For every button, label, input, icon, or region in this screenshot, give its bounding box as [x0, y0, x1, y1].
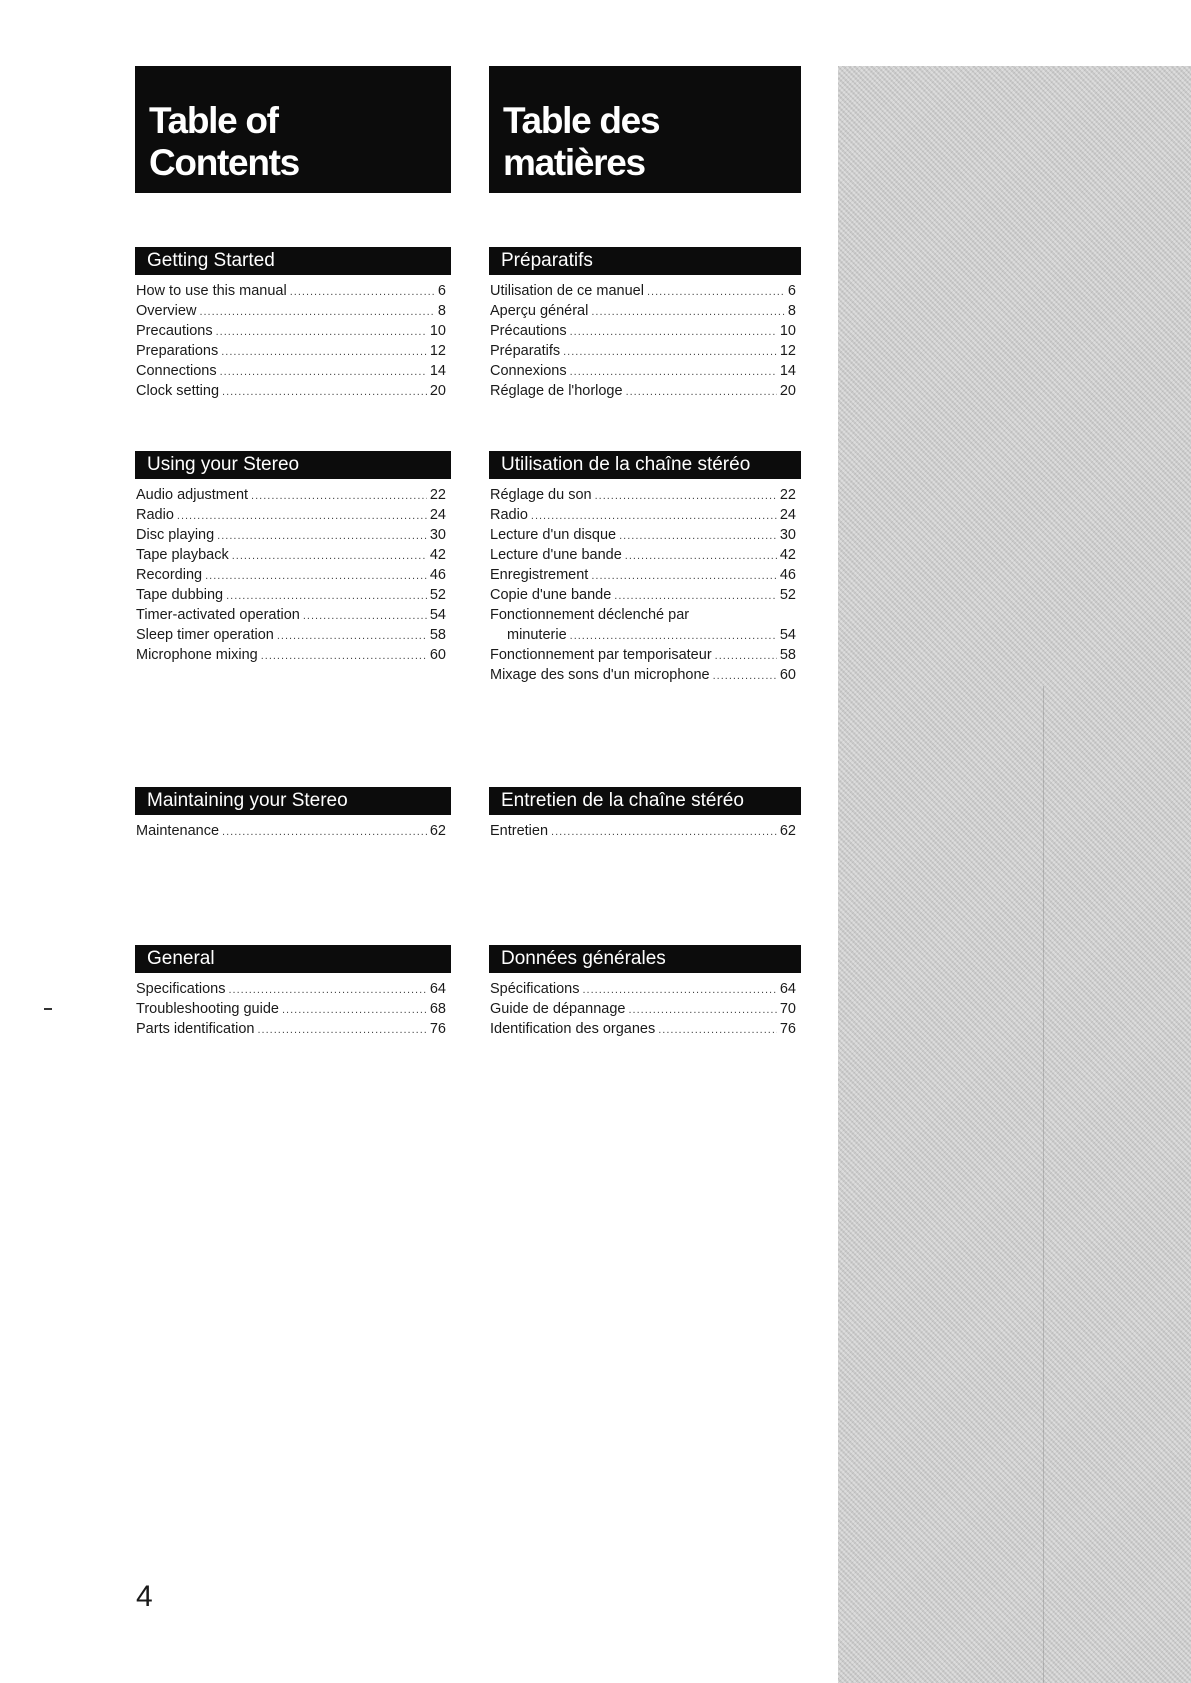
- toc-entry[interactable]: Troubleshooting guide ..... 68: [135, 999, 451, 1019]
- toc-entry[interactable]: Guide de dépannage ..... 70: [489, 999, 801, 1019]
- toc-entry[interactable]: Fonctionnement déclenché par: [490, 607, 690, 623]
- toc-entry[interactable]: Sleep timer operation ..... 58: [135, 625, 451, 645]
- margin-mark: [44, 1008, 52, 1010]
- toc-entry[interactable]: Maintenance ..... 62: [135, 821, 451, 841]
- toc-section-preparatifs: [489, 247, 801, 401]
- page-number: 4: [136, 1580, 153, 1613]
- toc-entry[interactable]: minuterie ..... 54: [489, 625, 801, 645]
- toc-section-donnees-generales: [489, 945, 801, 1039]
- section-heading: General: [135, 945, 451, 973]
- toc-entry[interactable]: Connections ..... 14: [135, 361, 451, 381]
- toc-entry[interactable]: Entretien ..... 62: [489, 821, 801, 841]
- section-heading: Données générales: [489, 945, 801, 973]
- title-box-french: [489, 66, 801, 193]
- toc-entry[interactable]: Spécifications ..... 64: [489, 979, 801, 999]
- toc-entry[interactable]: Préparatifs ..... 12: [489, 341, 801, 361]
- title-box-english: [135, 66, 451, 193]
- toc-entry[interactable]: Disc playing ..... 30: [135, 525, 451, 545]
- toc-entry[interactable]: Précautions ..... 10: [489, 321, 801, 341]
- toc-section-using-your-stereo: [135, 451, 451, 665]
- toc-entry[interactable]: Fonctionnement par temporisateur ..... 58: [489, 645, 801, 665]
- toc-section-utilisation: [489, 451, 801, 685]
- section-heading: Getting Started: [135, 247, 451, 275]
- toc-entry[interactable]: Specifications ..... 64: [135, 979, 451, 999]
- toc-entry[interactable]: Réglage de l'horloge ..... 20: [489, 381, 801, 401]
- toc-entry[interactable]: Recording ..... 46: [135, 565, 451, 585]
- toc-entry[interactable]: Parts identification ..... 76: [135, 1019, 451, 1039]
- section-heading: Utilisation de la chaîne stéréo: [489, 451, 801, 479]
- toc-entry[interactable]: Tape playback ..... 42: [135, 545, 451, 565]
- section-heading: Entretien de la chaîne stéréo: [489, 787, 801, 815]
- toc-entry[interactable]: Microphone mixing ..... 60: [135, 645, 451, 665]
- fold-line: [1043, 686, 1044, 1683]
- toc-entry[interactable]: Tape dubbing ..... 52: [135, 585, 451, 605]
- toc-entry[interactable]: Audio adjustment ..... 22: [135, 485, 451, 505]
- grey-margin-strip: [838, 66, 1191, 1683]
- toc-section-getting-started: [135, 247, 451, 401]
- toc-entry[interactable]: Identification des organes ..... 76: [489, 1019, 801, 1039]
- section-heading: Préparatifs: [489, 247, 801, 275]
- toc-entry[interactable]: Enregistrement ..... 46: [489, 565, 801, 585]
- toc-entry[interactable]: Connexions ..... 14: [489, 361, 801, 381]
- section-heading: Maintaining your Stereo: [135, 787, 451, 815]
- toc-section-general: [135, 945, 451, 1039]
- toc-section-maintaining: [135, 787, 451, 841]
- section-heading: Using your Stereo: [135, 451, 451, 479]
- toc-entry[interactable]: Lecture d'une bande ..... 42: [489, 545, 801, 565]
- toc-entry[interactable]: Radio ..... 24: [489, 505, 801, 525]
- toc-entry[interactable]: How to use this manual ..... 6: [135, 281, 451, 301]
- page-title-french: Table des matières: [503, 100, 660, 183]
- toc-entry[interactable]: Mixage des sons d'un microphone ..... 60: [489, 665, 801, 685]
- toc-section-entretien: [489, 787, 801, 841]
- toc-entry[interactable]: Preparations ..... 12: [135, 341, 451, 361]
- toc-entry[interactable]: Copie d'une bande ..... 52: [489, 585, 801, 605]
- page-title-english: Table of Contents: [149, 100, 299, 183]
- toc-entry[interactable]: Clock setting ..... 20: [135, 381, 451, 401]
- toc-entry[interactable]: Radio ..... 24: [135, 505, 451, 525]
- toc-entry[interactable]: Overview ..... 8: [135, 301, 451, 321]
- toc-entry[interactable]: Utilisation de ce manuel ..... 6: [489, 281, 801, 301]
- toc-entry[interactable]: Precautions ..... 10: [135, 321, 451, 341]
- toc-entry[interactable]: Réglage du son ..... 22: [489, 485, 801, 505]
- toc-entry[interactable]: Aperçu général ..... 8: [489, 301, 801, 321]
- toc-entry[interactable]: Lecture d'un disque ..... 30: [489, 525, 801, 545]
- toc-entry[interactable]: Timer-activated operation ..... 54: [135, 605, 451, 625]
